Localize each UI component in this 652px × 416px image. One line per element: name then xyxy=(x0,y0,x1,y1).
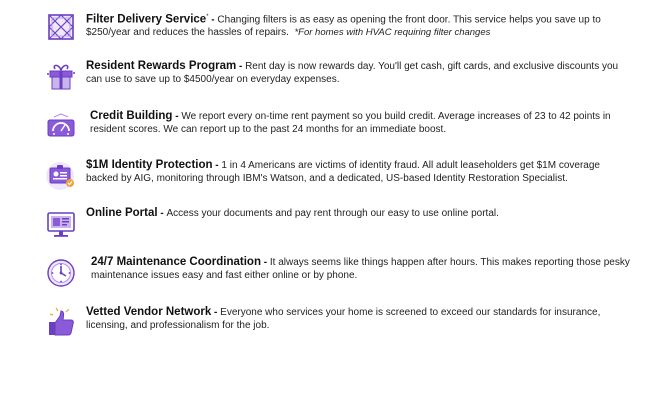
benefit-footnote: *For homes with HVAC requiring filter changes xyxy=(294,27,491,39)
benefit-text xyxy=(86,207,626,220)
title-separator: - xyxy=(212,160,222,171)
benefit-title: Vetted Vendor Network xyxy=(86,306,212,318)
monitor-portal-icon xyxy=(44,207,78,241)
title-separator: - xyxy=(260,257,270,268)
benefit-text xyxy=(90,110,630,136)
benefit-title: 24/7 Maintenance Coordination xyxy=(91,256,261,268)
benefit-text xyxy=(91,256,631,282)
title-separator: - xyxy=(208,14,218,26)
gift-icon xyxy=(44,60,78,94)
thumbs-up-icon xyxy=(44,306,78,340)
title-separator: - xyxy=(172,111,182,122)
identity-card-icon xyxy=(44,159,78,193)
benefit-title: Filter Delivery Service xyxy=(86,13,207,26)
benefit-text xyxy=(86,11,626,39)
benefit-text xyxy=(86,60,626,86)
benefit-body: Access your documents and pay rent through our easy to use online portal. xyxy=(166,208,499,219)
benefit-title: Credit Building xyxy=(90,110,173,122)
title-asterisk: * xyxy=(206,14,209,20)
filter-icon xyxy=(44,11,78,45)
benefit-text xyxy=(86,159,626,185)
clock-icon xyxy=(44,256,78,290)
benefit-title: Online Portal xyxy=(86,207,158,219)
benefit-body: 1 in 4 Americans are victims of identity fraud. All adult leaseholders get $1M coverage backed by AIG, monitoring through IBM's Watson, and a dedicated, US-based Identity Restoration Specialist. xyxy=(86,160,600,184)
credit-score-icon xyxy=(44,110,78,144)
benefit-text xyxy=(86,306,626,332)
benefit-title: $1M Identity Protection xyxy=(86,159,213,171)
benefit-body: Changing filters is as easy as opening the front door. This service helps you save up to $250/year and reduces the hassles of repairs. xyxy=(86,14,601,39)
benefit-body: Rent day is now rewards day. You'll get cash, gift cards, and exclusive discounts you can use to save up to $4500/year on everyday expenses. xyxy=(86,61,619,85)
benefit-body: It always seems like things happen after hours. This makes reporting those pesky maintenance issues easy and fast either online or by phone. xyxy=(91,257,630,281)
title-separator: - xyxy=(157,208,167,219)
benefit-body: Everyone who services your home is screened to exceed our standards for insurance, licensing, and professionalism for the job. xyxy=(86,307,601,331)
title-separator: - xyxy=(236,61,246,72)
benefit-body: We report every on-time rent payment so you build credit. Average increases of 23 to 42 points in resident scores. We can report up to the past 24 months for an immediate boost. xyxy=(90,111,611,135)
benefit-title: Resident Rewards Program xyxy=(86,60,237,72)
title-separator: - xyxy=(211,307,221,318)
